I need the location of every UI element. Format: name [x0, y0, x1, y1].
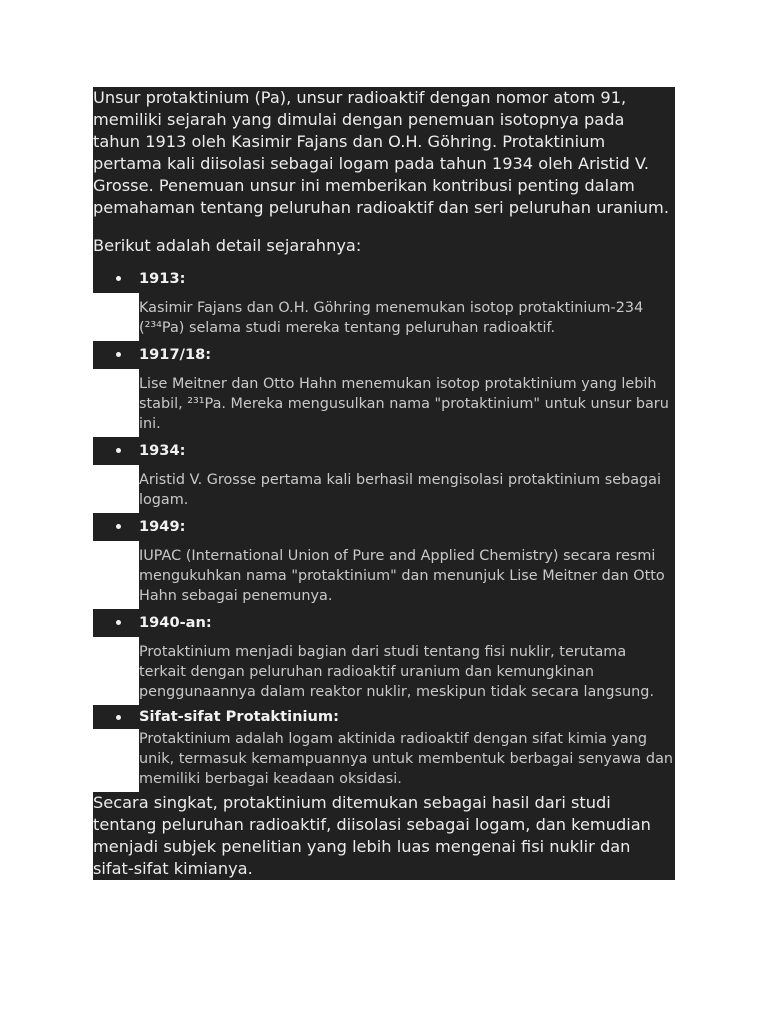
item-title: 1934: [139, 437, 675, 465]
bullet-icon [116, 715, 121, 720]
list-item [93, 609, 675, 705]
item-title: 1949: [139, 513, 675, 541]
document-body [93, 87, 675, 880]
list-item [93, 705, 675, 792]
item-title: 1917/18: [139, 341, 675, 369]
bullet-icon [116, 276, 121, 281]
lead-paragraph: Berikut adalah detail sejarahnya: [93, 228, 675, 265]
item-text: IUPAC (International Union of Pure and Applied Chemistry) secara resmi mengukuhkan nama "protaktinium" dan menunjuk Lise Meitner dan Otto Hahn sebagai penemunya. [139, 541, 675, 609]
item-text: Aristid V. Grosse pertama kali berhasil mengisolasi protaktinium sebagai logam. [139, 465, 675, 513]
history-list [93, 265, 675, 792]
list-item [93, 437, 675, 513]
item-title: 1940-an: [139, 609, 675, 637]
list-item [93, 341, 675, 437]
outro-paragraph: Secara singkat, protaktinium ditemukan sebagai hasil dari studi tentang peluruhan radioaktif, diisolasi sebagai logam, dan kemudian menjadi subjek penelitian yang lebih luas mengenai fisi nuklir dan sifat-sifat kimianya. [93, 792, 675, 880]
bullet-icon [116, 524, 121, 529]
item-text: Lise Meitner dan Otto Hahn menemukan isotop protaktinium yang lebih stabil, ²³¹Pa. Mereka mengusulkan nama "protaktinium" untuk unsur baru ini. [139, 369, 675, 437]
item-title: Sifat-sifat Protaktinium: [139, 705, 675, 729]
item-text: Protaktinium menjadi bagian dari studi tentang fisi nuklir, terutama terkait dengan peluruhan radioaktif uranium dan kemungkinan penggunaannya dalam reaktor nuklir, meskipun tidak secara langsung. [139, 637, 675, 705]
bullet-icon [116, 448, 121, 453]
list-item [93, 513, 675, 609]
item-text: Protaktinium adalah logam aktinida radioaktif dengan sifat kimia yang unik, termasuk kemampuannya untuk membentuk berbagai senyawa dan memiliki berbagai keadaan oksidasi. [139, 729, 675, 792]
bullet-icon [116, 352, 121, 357]
intro-paragraph: Unsur protaktinium (Pa), unsur radioaktif dengan nomor atom 91, memiliki sejarah yang dimulai dengan penemuan isotopnya pada tahun 1913 oleh Kasimir Fajans dan O.H. Göhring. Protaktinium pertama kali diisolasi sebagai logam pada tahun 1934 oleh Aristid V. Grosse. Penemuan unsur ini memberikan kontribusi penting dalam pemahaman tentang peluruhan radioaktif dan seri peluruhan uranium. [93, 87, 675, 228]
item-title: 1913: [139, 265, 675, 293]
list-item [93, 265, 675, 341]
item-text: Kasimir Fajans dan O.H. Göhring menemukan isotop protaktinium-234 (²³⁴Pa) selama studi mereka tentang peluruhan radioaktif. [139, 293, 675, 341]
bullet-icon [116, 620, 121, 625]
